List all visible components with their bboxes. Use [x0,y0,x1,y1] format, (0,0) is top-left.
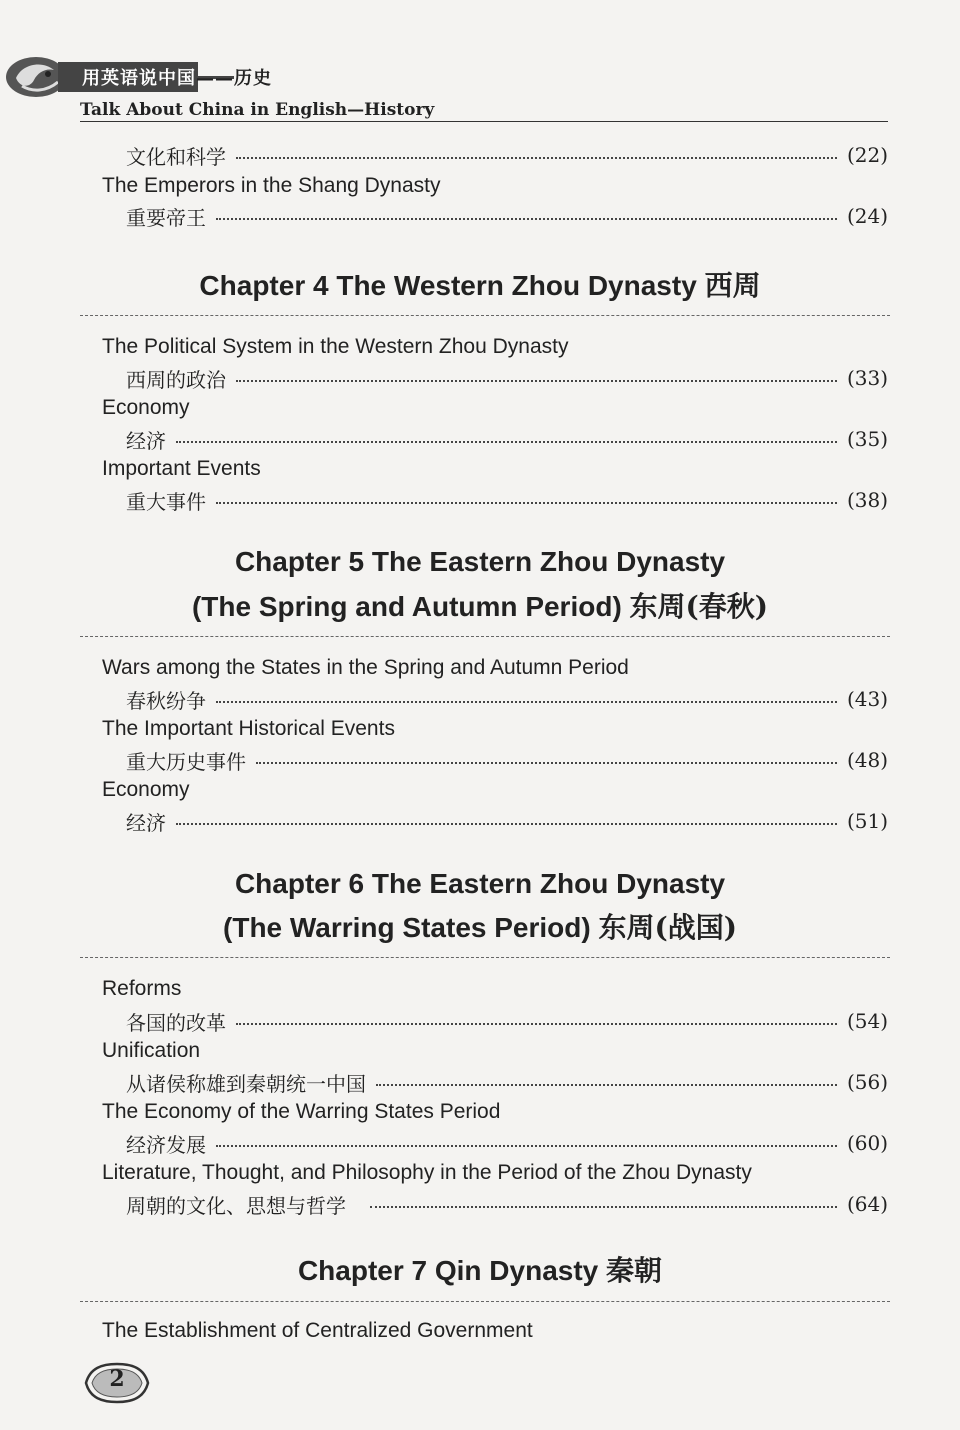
toc-entry[interactable] [126,363,888,393]
toc-entry-cn: 西周的政治 [126,367,226,392]
leader-dots [256,762,837,764]
leader-dots [176,823,837,825]
toc-entry-en: Unification [102,1039,201,1062]
chapter-heading: Chapter 7 Qin Dynasty 秦朝 [297,1254,663,1287]
toc-page-number: (64) [846,1192,888,1216]
toc-entry-en: The Political System in the Western Zhou Dynasty [102,335,569,358]
toc-entry-cn: 经济发展 [126,1132,206,1157]
toc-page-number: (43) [846,687,888,711]
toc-entry-en: The Important Historical Events [102,717,395,740]
toc-page-number: (60) [846,1131,888,1155]
leader-dots [216,218,837,220]
toc-entry[interactable] [126,485,888,515]
toc-page-number: (24) [846,204,888,228]
toc-entry[interactable] [126,806,888,836]
toc-entry[interactable] [126,1189,888,1219]
toc-entry-cn: 周朝的文化、思想与哲学 [126,1193,346,1218]
toc-entry-cn: 各国的改革 [126,1010,226,1035]
leader-dots [236,380,837,382]
toc-page-number: (51) [846,809,888,833]
toc-page-number: (38) [846,488,888,512]
leader-dots [370,1206,837,1208]
chapter-rule [80,636,890,637]
leader-dots [216,1145,837,1147]
toc-entry-en: The Establishment of Centralized Government [102,1319,533,1342]
leader-dots [216,502,837,504]
toc-entry[interactable] [126,1006,888,1036]
header-english-title: Talk About China in English—History [80,100,435,120]
toc-entry-en: Literature, Thought, and Philosophy in the Period of the Zhou Dynasty [102,1161,752,1184]
chapter-rule [80,315,890,316]
toc-page-number: (22) [846,143,888,167]
chapter-heading-subtitle: (The Spring and Autumn Period) 东周(春秋) [191,590,769,623]
toc-entry-cn: 文化和科学 [126,144,226,169]
toc-page-number: (56) [846,1070,888,1094]
chapter-heading: Chapter 5 The Eastern Zhou Dynasty [234,546,726,577]
toc-entry[interactable] [126,424,888,454]
chapter-rule [80,1301,890,1302]
toc-entry[interactable] [126,1128,888,1158]
toc-entry-en: The Economy of the Warring States Period [102,1100,501,1123]
toc-entry-cn: 春秋纷争 [126,688,206,713]
header-chinese-title: 用英语说中国——历史 [82,68,272,89]
toc-entry-en: Economy [102,778,190,801]
chapter-heading: Chapter 6 The Eastern Zhou Dynasty [234,868,726,899]
toc-entry-cn: 重大事件 [126,489,206,514]
chapter-rule [80,957,890,958]
toc-entry-cn: 重要帝王 [126,205,206,230]
toc-entry-en: The Emperors in the Shang Dynasty [102,174,441,197]
toc-page-number: (54) [846,1009,888,1033]
toc-page-number: (35) [846,427,888,451]
toc-entry-en: Reforms [102,977,182,1000]
chapter-heading: Chapter 4 The Western Zhou Dynasty 西周 [199,269,761,302]
toc-entry-cn: 重大历史事件 [126,749,246,774]
toc-entry-en: Wars among the States in the Spring and Autumn Period [102,656,629,679]
toc-page-number: (33) [846,366,888,390]
page-number: 2 [109,1366,125,1392]
toc-page-number: (48) [846,748,888,772]
leader-dots [236,157,837,159]
toc-entry-cn: 从诸侯称雄到秦朝统一中国 [126,1071,366,1096]
toc-entry-en: Economy [102,396,190,419]
chapter-heading-subtitle: (The Warring States Period) 东周(战国) [223,911,737,944]
header-rule [80,121,888,122]
leader-dots [236,1023,837,1025]
toc-entry-cn: 经济 [126,428,166,453]
leader-dots [376,1084,837,1086]
toc-entry[interactable] [126,201,888,231]
toc-entry[interactable] [126,140,888,170]
toc-entry-cn: 经济 [126,810,166,835]
toc-entry[interactable] [126,1067,888,1097]
toc-entry-en: Important Events [102,457,261,480]
toc-entry[interactable] [126,684,888,714]
toc-entry[interactable] [126,745,888,775]
leader-dots [176,441,837,443]
leader-dots [216,701,837,703]
